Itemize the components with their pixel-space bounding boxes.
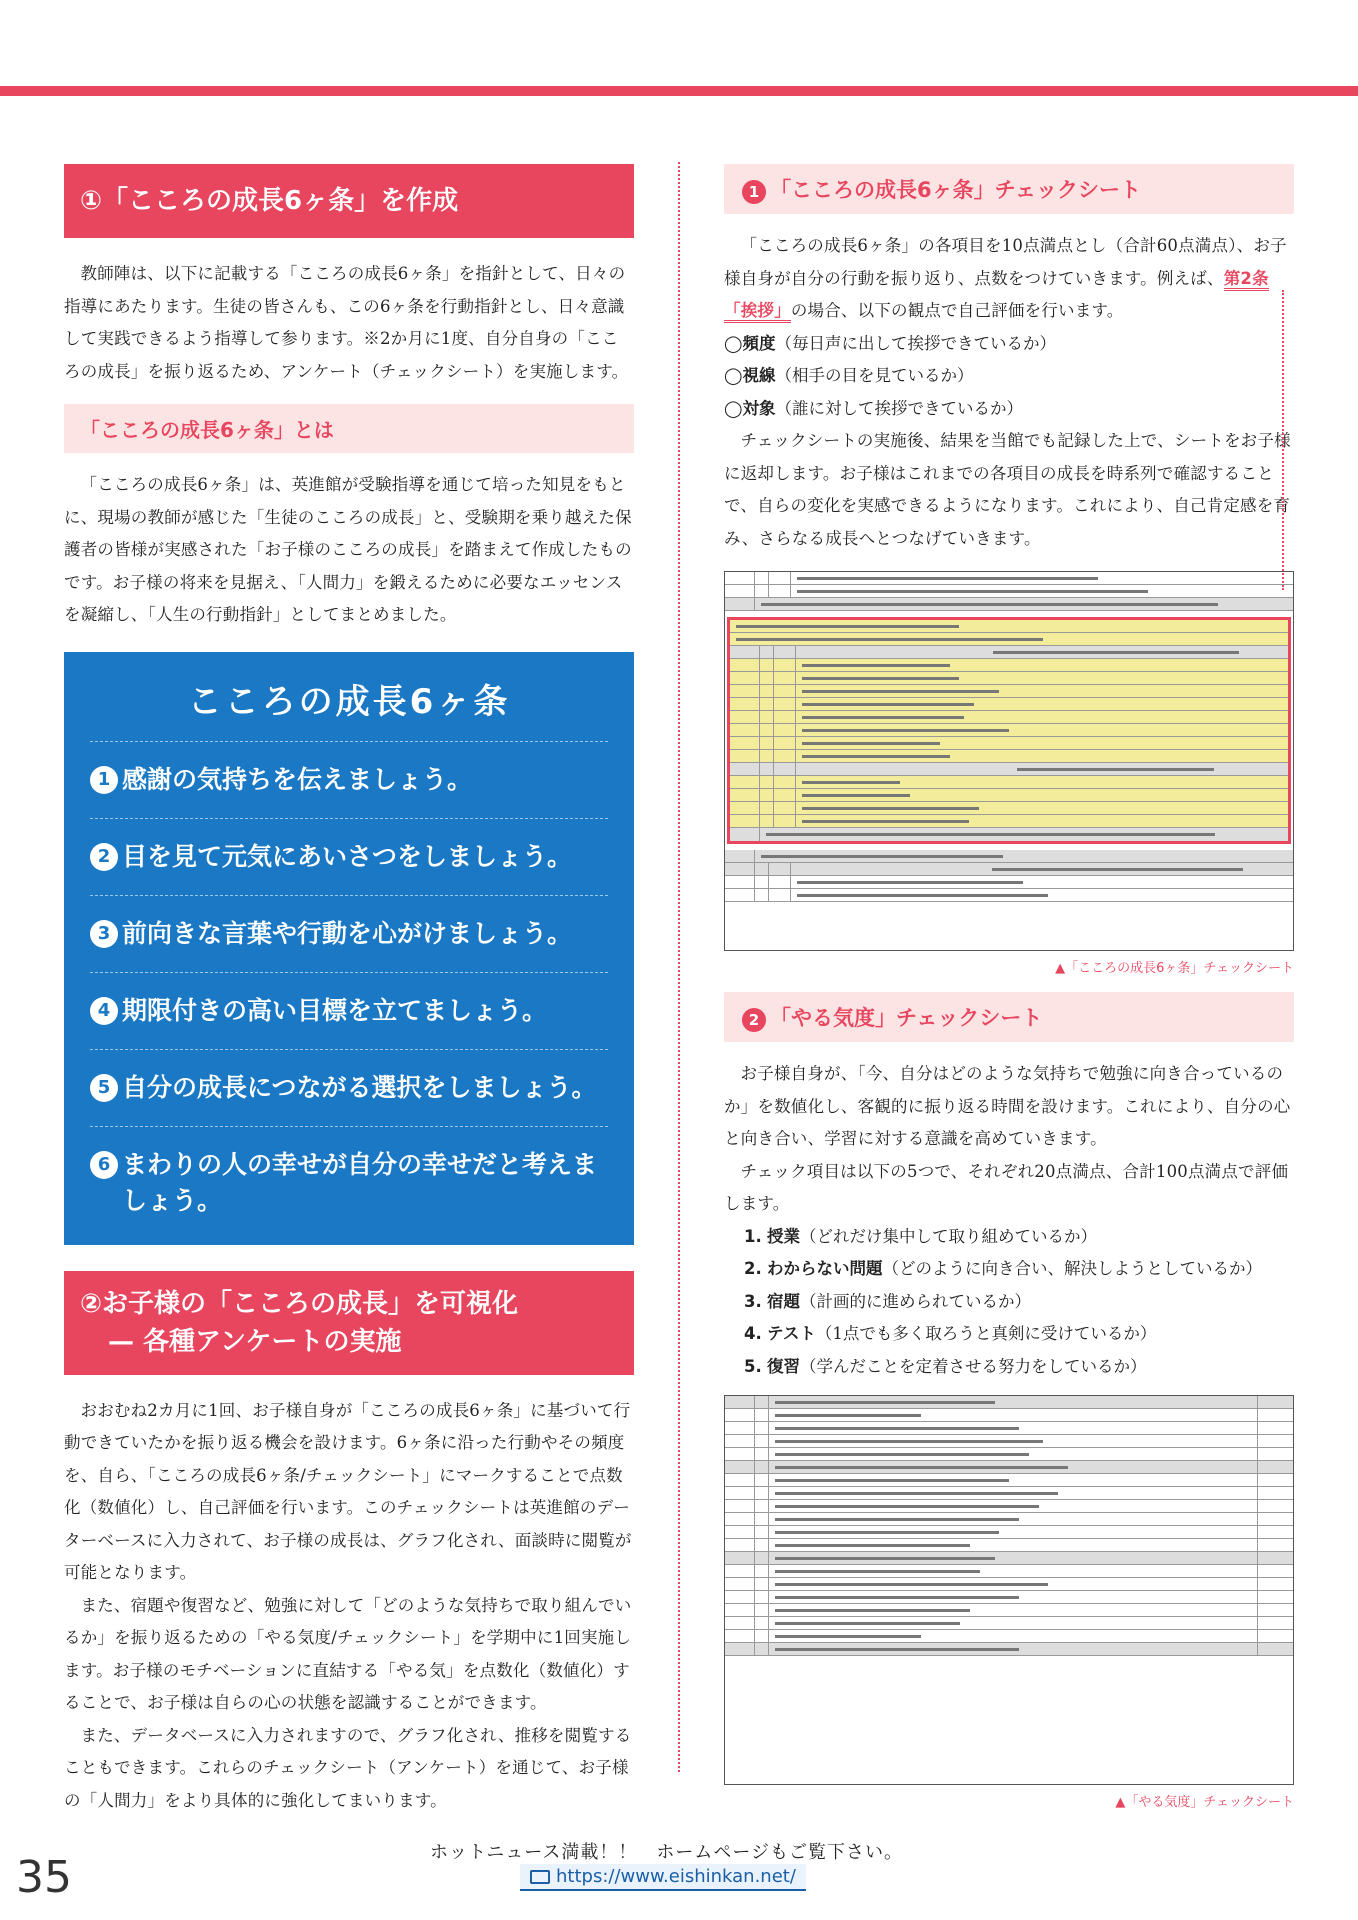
highlight-article-2: 第2条 — [1224, 269, 1269, 291]
top-accent-bar — [0, 86, 1358, 96]
article-4: 4 期限付きの高い目標を立てましょう。 — [90, 973, 608, 1050]
article-6: 6 まわりの人の幸せが自分の幸せだと考えましょう。 — [90, 1127, 608, 1219]
callout-line — [1282, 290, 1284, 590]
motivation-text-2: チェック項目は以下の5つで、それぞれ20点満点、合計100点満点で評価します。 — [724, 1161, 1289, 1213]
article-2: 2 目を見て元気にあいさつをしましょう。 — [90, 819, 608, 896]
checksheet-text-1: 「こころの成長6ヶ条」の各項目を10点満点とし（合計60点満点）、お子様自身が自分の行動を振り返り、点数をつけていきます。例えば、第2条 「挨拶」の場合、以下の観点で自己評価を行います。 — [724, 230, 1294, 328]
article-3: 3 前向きな言葉や行動を心がけましょう。 — [90, 896, 608, 973]
checksheet-caption: ▲「こころの成長6ヶ条」チェックシート — [1055, 961, 1294, 976]
about-text: 「こころの成長6ヶ条」は、英進館が受験指導を通じて培った知見をもとに、現場の教師が感じた「生徒のこころの成長」と、受験期を乗り越えた保護者の皆様が実感された「お子様のこころの成長」を踏まえて作成したものです。お子様の将来を見据え、「人間力」を鍛えるために必要なエッセンスを凝縮し、「人生の行動指針」としてまとめました。 — [64, 475, 632, 624]
checksheet-heading: 1 「こころの成長6ヶ条」チェックシート — [724, 164, 1294, 214]
computer-icon — [530, 1870, 550, 1884]
motivation-item: 2. わからない問題（どのように向き合い、解決しようとしているか） — [744, 1259, 1262, 1278]
viewpoint-item: ◯頻度（毎日声に出して挨拶できているか） — [724, 333, 1056, 353]
left-column — [64, 164, 634, 1817]
motivation-item: 1. 授業（どれだけ集中して取り組めているか） — [744, 1226, 1097, 1246]
highlighted-article-2-section — [727, 617, 1291, 844]
viewpoint-item: ◯視線（相手の目を見ているか） — [724, 366, 974, 385]
motivation-item: 5. 復習（学んだことを定着させる努力をしているか） — [744, 1356, 1147, 1376]
section-2-text-1: おおむね2カ月に1回、お子様自身が「こころの成長6ヶ条」に基づいて行動できていたかを振り返る機会を設けます。6ヶ条に沿った行動やその頻度を、自ら、「こころの成長6ヶ条/チェックシート」にマークすることで点数化（数値化）し、自己評価を行います。このチェックシートは英進館のデーターベースに入力されて、お子様の成長は、グラフ化され、面談時に閲覧が可能となります。 — [64, 1400, 632, 1582]
right-column — [724, 164, 1294, 1810]
page-number: 35 — [16, 1852, 72, 1903]
footer-url-link[interactable]: https://www.eishinkan.net/ — [520, 1864, 806, 1891]
section-2-heading: ②お子様の「こころの成長」を可視化 — 各種アンケートの実施 — [64, 1271, 634, 1375]
motivation-item: 4. テスト（1点でも多く取ろうと真剣に受けているか） — [744, 1324, 1157, 1343]
footer-tagline: ホットニュース満載！！ ホームページもご覧下さい。 — [430, 1842, 904, 1863]
motivation-text-1: お子様自身が、「今、自分はどのような気持ちで勉強に向き合っているのか」を数値化し、客観的に振り返る時間を設けます。これにより、自分の心と向き合い、学習に対する意識を高めていきます。 — [724, 1064, 1291, 1148]
section-2-text-3: また、データベースに入力されますので、グラフ化され、推移を閲覧することもできます。これらのチェックシート（アンケート）を通じて、お子様の「人間力」をより具体的に強化してまいります。 — [64, 1725, 632, 1810]
motivation-heading: 2 「やる気度」チェックシート — [724, 992, 1294, 1042]
six-articles-box — [64, 652, 634, 1245]
about-heading: 「こころの成長6ヶ条」とは — [64, 404, 634, 453]
motivation-checksheet-image — [724, 1395, 1294, 1785]
section-1-text: 教師陣は、以下に記載する「こころの成長6ヶ条」を指針として、日々の指導にあたります。生徒の皆さんも、この6ヶ条を行動指針とし、日々意識して実践できるよう指導して参ります。※2か月に1度、自分自身の「こころの成長」を振り返るため、アンケート（チェックシート）を実施します。 — [64, 264, 629, 381]
motivation-items — [724, 1221, 1294, 1384]
section-1-heading: ①「こころの成長6ヶ条」を作成 — [64, 164, 634, 238]
section-2-text-2: また、宿題や復習など、勉強に対して「どのような気持ちで取り組んでいるか」を振り返るための「やる気度/チェックシート」を学期中に1回実施します。お子様のモチベーションに直結する「やる気」を点数化（数値化）することで、お子様は自らの心の状態を認識することができます。 — [64, 1595, 632, 1712]
six-articles-title: こころの成長6ヶ条 — [90, 674, 608, 742]
motivation-caption: ▲「やる気度」チェックシート — [1115, 1795, 1294, 1810]
viewpoint-item: ◯対象（誰に対して挨拶できているか） — [724, 398, 1023, 418]
checksheet-text-2: チェックシートの実施後、結果を当館でも記録した上で、シートをお子様に返却します。お子様はこれまでの各項目の成長を時系列で確認することで、自らの変化を実感できるようになります。これにより、自己肯定感を育み、さらなる成長へとつなげていきます。 — [724, 431, 1291, 548]
article-1: 1 感謝の気持ちを伝えましょう。 — [90, 742, 608, 819]
highlight-greeting: 「挨拶」 — [724, 301, 791, 323]
article-5: 5 自分の成長につながる選択をしましょう。 — [90, 1050, 608, 1127]
column-divider — [678, 162, 680, 1772]
viewpoint-list — [724, 328, 1294, 426]
motivation-item: 3. 宿題（計画的に進められているか） — [744, 1291, 1031, 1311]
kokoro-checksheet-image — [724, 571, 1294, 951]
